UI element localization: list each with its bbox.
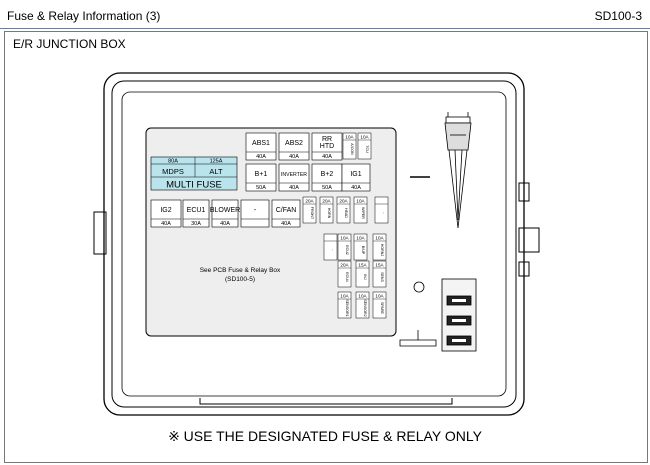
fuse-mini-name: - [331,249,335,251]
multi-fuse-label: MULTI FUSE [166,179,222,191]
fuse-large-8 [183,200,209,227]
fuse-mini-1 [358,133,371,159]
fuse-large-amp: 40A [220,221,230,227]
fuse-large-name: HTD [319,143,335,150]
fuse-mini-name: HEAD [344,208,348,218]
mdps-amp: 80A [168,158,178,165]
fuse-large-name: B+1 [254,171,268,178]
fuse-mini-name: WIPER [361,207,365,219]
fuse-large-amp: 40A [281,221,291,227]
fuse-large-amp: 40A [289,185,299,191]
fuse-large-5 [312,164,342,191]
fuse-mini-amp: 10A [340,235,349,241]
fuse-mini-name: HORN [327,207,331,219]
fuse-mini-amp: 10A [375,235,384,241]
fuse-mini-9 [354,234,367,260]
fuse-large-name: BLOWER [209,207,241,214]
fuse-mini-name: SENSOR1 [345,299,349,317]
alt-amp: 125A [209,158,223,165]
fuse-large-name: B+2 [320,171,334,178]
fuse-large-0 [246,133,276,160]
fuse-large-amp: 50A [256,185,266,191]
fuse-large-3 [246,164,276,191]
mdps-label: MDPS [162,167,184,176]
fuse-mini-5 [354,197,367,223]
alt-label: ALT [209,167,223,176]
fuse-mini-amp: 10A [356,198,365,204]
fuse-large-name: - [253,207,257,214]
fuse-mini-amp: 20A [339,198,348,204]
junction-box-title: E/R JUNCTION BOX [13,37,126,51]
fuse-large-amp: 40A [351,185,361,191]
fuse-large-name: C/FAN [275,207,297,214]
fuse-large-amp: 40A [256,154,266,160]
fuse-mini-name: FRONT [310,206,314,220]
fuse-large-amp: 40A [289,154,299,160]
fuse-mini-13 [373,261,386,287]
fuse-large-10 [241,200,269,227]
pcb-note-line2: (SD100-5) [225,276,255,283]
fuse-mini-name: ECU2 [345,245,349,255]
fuse-mini-12 [356,261,369,287]
fuse-mini-11 [338,261,351,287]
fuse-mini-name: TCU [365,145,369,153]
fuse-mini-amp: 10A [356,235,365,241]
fuse-mini-4 [337,197,350,223]
fuse-large-name: IG2 [160,207,172,214]
fuse-mini-name: SPARE [380,302,384,314]
fuse-mini-10 [373,234,386,260]
fuse-large-11 [272,200,300,227]
fuse-mini-3 [320,197,333,223]
fuse-mini-name: SENSOR2 [363,299,367,317]
fuse-mini-name: B/UP [361,245,365,255]
fuse-puller [445,112,471,228]
page-code: SD100-3 [594,9,642,23]
page-title: Fuse & Relay Information (3) [7,9,161,23]
fuse-mini-name: - [382,212,386,214]
fuse-large-4 [279,164,309,191]
fuse-large-name: ECU1 [186,207,206,214]
multi-fuse [151,157,237,191]
fuse-mini-amp: 15A [375,262,384,268]
fuse-mini-7 [375,197,388,223]
fuse-mini-amp: 10A [358,293,367,299]
fuse-mini-amp: 20A [322,198,331,204]
fuse-large-1 [279,133,309,160]
bottom-rim [200,398,452,404]
fuse-mini-2 [303,197,316,223]
fuse-mini-16 [373,292,386,318]
mount-screw [414,282,424,292]
fuse-mini-name: ECU4 [345,272,349,282]
fuse-mini-amp: 10A [345,134,354,140]
fuse-mini-8 [338,234,351,260]
fuse-large-name: IG1 [350,171,362,178]
fuse-large-amp: 40A [161,221,171,227]
fuse-large-6 [342,164,370,191]
fuse-mini-name: INJ [363,274,367,280]
fuse-mini-name: A/CON [350,143,354,155]
pcb-note-line1: See PCB Fuse & Relay Box [199,267,281,274]
spare-holder [400,279,476,351]
right-tab-lower [519,228,539,252]
fuse-large-name: RR [321,136,333,143]
fuse-mini-amp: 20A [340,262,349,268]
fuse-mini-6 [324,234,337,260]
fuse-large-2 [312,133,342,160]
fuse-large-9 [210,200,240,227]
fuse-large-amp: 40A [322,154,332,160]
fuse-mini-0 [343,133,356,159]
fuse-large-name: ABS1 [252,140,270,147]
fuse-mini-amp: 10A [340,293,349,299]
fuse-large-name: INVERTER [280,172,308,178]
fuse-mini-amp: 10A [360,134,369,140]
fuse-large-name: ABS2 [285,140,303,147]
footer-note: ※ USE THE DESIGNATED FUSE & RELAY ONLY [168,428,482,444]
fuse-mini-15 [356,292,369,318]
fuse-mini-amp: 20A [305,198,314,204]
fuse-mini-14 [338,292,351,318]
fuse-mini-name: SENS [380,272,384,282]
fuse-large-7 [151,200,181,227]
fuse-large-amp: 30A [191,221,201,227]
fuse-mini-amp: 10A [375,293,384,299]
fuse-large-amp: 50A [322,185,332,191]
fuse-mini-name: HORN2 [380,243,384,257]
fuse-mini-amp: 15A [358,262,367,268]
